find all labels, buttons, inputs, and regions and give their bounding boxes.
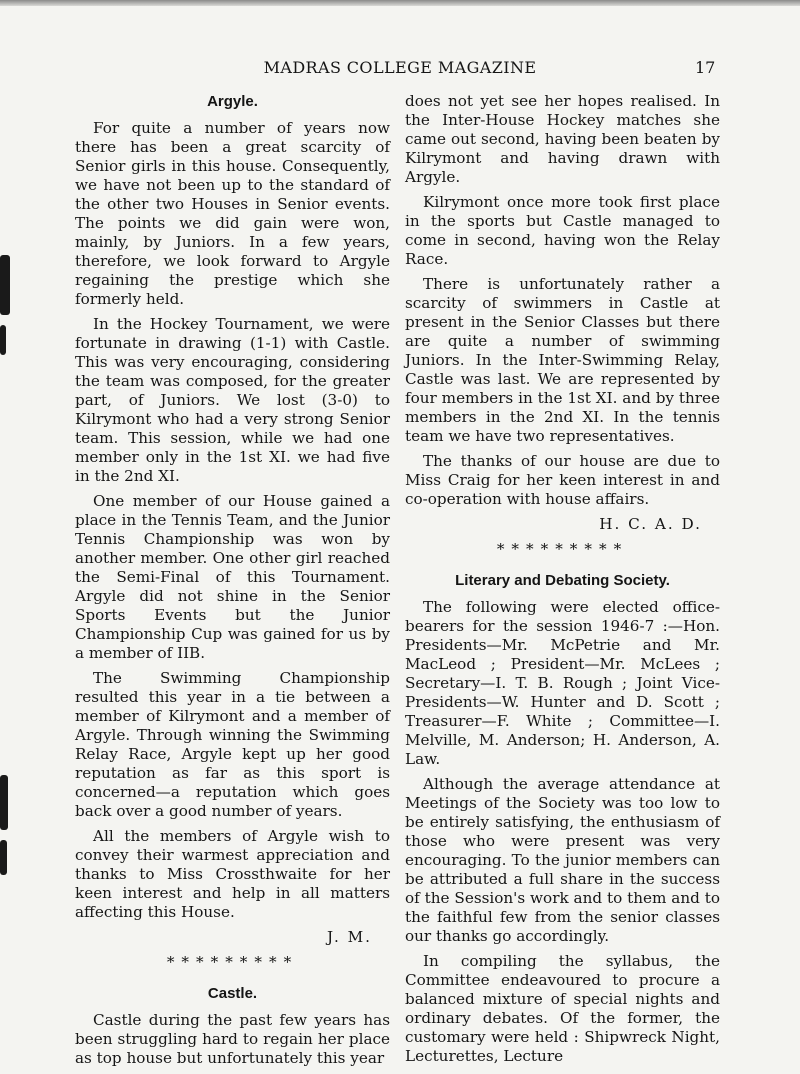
argyle-signature: J. M. xyxy=(327,928,372,946)
argyle-paragraph: One member of our House gained a place in the Tennis Team, and the Junior Tennis Championship was won by another member. One other girl reached the Semi-Final of this Tournament. Argyle did not shine in the Senior Sports Events but the Junior Championship Cup was gained for us by a member of IIB. xyxy=(75,492,390,662)
castle-paragraph: does not yet see her hopes realised. In the Inter-House Hockey matches she came out second, having been beaten by Kilrymont and having drawn with Argyle. xyxy=(405,92,720,186)
castle-paragraph: The thanks of our house are due to Miss Craig for her keen interest in and co-operation with house affairs. xyxy=(405,452,720,508)
society-heading: Literary and Debating Society. xyxy=(455,572,670,589)
scan-top-edge xyxy=(0,0,800,6)
page-number: 17 xyxy=(695,58,716,77)
magazine-title: MADRAS COLLEGE MAGAZINE xyxy=(263,58,537,77)
argyle-heading: Argyle. xyxy=(207,93,258,110)
scan-edge-mark xyxy=(0,325,6,355)
castle-paragraph: Castle during the past few years has been struggling hard to regain her place as top house but unfortunately this year xyxy=(75,1011,390,1067)
section-divider-stars: ********* xyxy=(166,953,299,971)
argyle-paragraph: In the Hockey Tournament, we were fortunate in drawing (1-1) with Castle. This was very encouraging, considering the team was composed, for the greater part, of Juniors. We lost (3-0) to Kilrymont who had a very strong Senior team. This session, while we had one member only in the 1st XI. we had five in the 2nd XI. xyxy=(75,315,390,485)
scan-edge-mark xyxy=(0,775,8,830)
left-column xyxy=(75,92,390,1074)
society-paragraph: The following were elected office-bearers for the session 1946-7 :—Hon. Presidents—Mr. McPetrie and Mr. MacLeod ; President—Mr. McLees ; Secretary—I. T. B. Rough ; Joint Vice-Presidents—W. Hunter and D. Scott ; Treasurer—F. White ; Committee—I. Melville, M. Anderson; H. Anderson, A. Law. xyxy=(405,598,720,768)
argyle-paragraph: For quite a number of years now there has been a great scarcity of Senior girls in this house. Consequently, we have not been up to the standard of the other two Houses in Senior events. The points we did gain were won, mainly, by Juniors. In a few years, therefore, we look forward to Argyle regaining the prestige which she formerly held. xyxy=(75,119,390,308)
scan-edge-mark xyxy=(0,840,7,875)
argyle-paragraph: The Swimming Championship resulted this year in a tie between a member of Kilrymont and a member of Argyle. Through winning the Swimming Relay Race, Argyle kept up her good reputation as far as this sport is concerned—a reputation which goes back over a good number of years. xyxy=(75,669,390,820)
argyle-paragraph: All the members of Argyle wish to convey their warmest appreciation and thanks to Miss Crossthwaite for her keen interest and help in all matters affecting this House. xyxy=(75,827,390,921)
castle-paragraph: There is unfortunately rather a scarcity of swimmers in Castle at present in the Senior Classes but there are quite a number of swimming Juniors. In the Inter-Swimming Relay, Castle was last. We are represented by four members in the 1st XI. and by three members in the 2nd XI. In the tennis team we have two representatives. xyxy=(405,275,720,445)
society-paragraph: In compiling the syllabus, the Committee endeavoured to procure a balanced mixture of special nights and ordinary debates. Of the former, the customary were held : Shipwreck Night, Lecturettes, Lecture xyxy=(405,952,720,1065)
right-column xyxy=(405,92,720,1072)
scan-edge-mark xyxy=(0,255,10,315)
section-divider-stars: ********* xyxy=(496,540,629,558)
society-paragraph: Although the average attendance at Meetings of the Society was too low to be entirely satisfying, the enthusiasm of those who were present was very encouraging. To the junior members can be attributed a full share in the success of the Session's work and to them and to the faithful few from the senior classes our thanks go accordingly. xyxy=(405,775,720,945)
castle-paragraph: Kilrymont once more took first place in the sports but Castle managed to come in second, having won the Relay Race. xyxy=(405,193,720,268)
castle-heading: Castle. xyxy=(207,985,258,1002)
castle-signature: H. C. A. D. xyxy=(599,515,702,533)
page-header xyxy=(0,58,800,82)
